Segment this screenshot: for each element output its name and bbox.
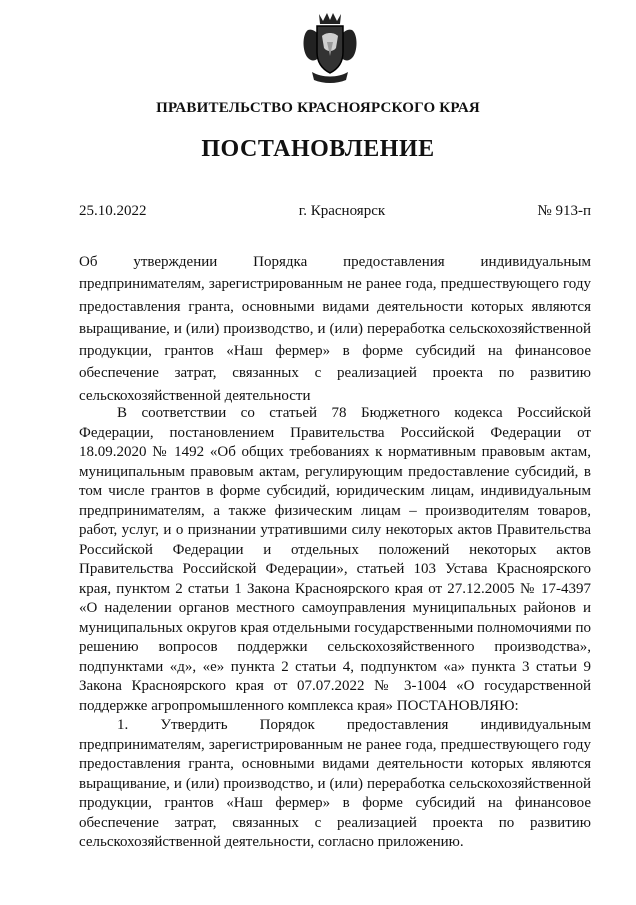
document-number: № 913-п [537, 203, 591, 219]
document-date: 25.10.2022 [79, 203, 147, 219]
document-title: Об утверждении Порядка предоставления индивидуальным предпринимателям, зарегистрированным не ранее года, предшествующего году предоставления гранта, основными видами деятельности которых являются выращивание, и (или) производство, и (или) переработка сельскохозяйственной продукции, грантов «Наш фермер» в форме субсидий на финансовое обеспечение затрат, связанных с реализацией проекта по развитию сельскохозяйственной деятельности [79, 254, 591, 404]
organization-name: ПРАВИТЕЛЬСТВО КРАСНОЯРСКОГО КРАЯ [156, 100, 480, 116]
document-body [79, 404, 591, 853]
preamble-paragraph: В соответствии со статьей 78 Бюджетного кодекса Российской Федерации, постановлением Правительства Российской Федерации от 18.09.2020 № 1492 «Об общих требованиях к нормативным правовым актам, муниципальным правовым актам, регулирующим предоставление субсидий, в том числе грантов в форме субсидий, юридическим лицам, индивидуальным предпринимателям, а также физическим лицам – производителям товаров, работ, услуг, и о признании утратившими силу некоторых актов Правительства Российской Федерации и отдельных положений некоторых актов Правительства Российской Федерации», статьей 103 Устава Красноярского края, пунктом 2 статьи 1 Закона Красноярского края от 27.12.2005 № 17-4397 «О наделении органов местного самоуправления муниципальных районов и муниципальных округов края отдельными государственными полномочиями по решению вопросов поддержки сельскохозяйственного производства», подпунктами «д», «е» пункта 2 статьи 4, подпунктом «а» пункта 3 статьи 9 Закона Красноярского края от 07.07.2022 № 3-1004 «О государственной поддержке агропромышленного комплекса края» ПОСТАНОВЛЯЮ: [79, 405, 591, 714]
document-meta [79, 203, 591, 220]
document-city: г. Красноярск [298, 203, 386, 219]
document-type: ПОСТАНОВЛЕНИЕ [201, 136, 435, 162]
item-1-paragraph: 1. Утвердить Порядок предоставления индивидуальным предпринимателям, зарегистрированным не ранее года, предшествующего году предоставления гранта, основными видами деятельности которых являются выращивание, и (или) производство, и (или) переработка сельскохозяйственной продукции, грантов «Наш фермер» в форме субсидий на финансовое обеспечение затрат, связанных с реализацией проекта по развитию сельскохозяйственной деятельности, согласно приложению. [79, 717, 591, 850]
coat-of-arms-icon [300, 8, 360, 84]
